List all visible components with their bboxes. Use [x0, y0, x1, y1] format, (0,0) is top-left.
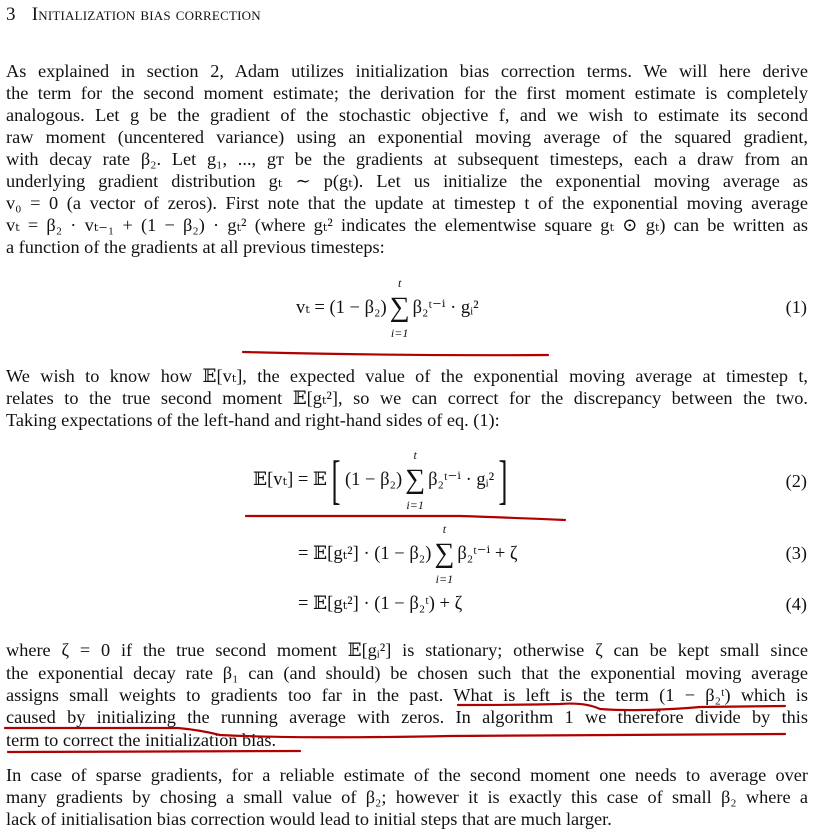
sum-symbol [405, 448, 425, 512]
text-line: a function of the gradients at all previous timesteps: [6, 237, 385, 257]
equation-number: (2) [785, 471, 807, 491]
eq-lhs: 𝔼[vₜ] = 𝔼 [253, 470, 328, 490]
text-line: many gradients by chosing a small value of β₂; however it is exactly this case of small β₂ where a [6, 787, 808, 807]
left-bracket-icon: [ [331, 450, 341, 510]
sum-lower: i=1 [406, 498, 424, 512]
eq-rhs: β₂ᵗ⁻ⁱ · gᵢ² [412, 298, 479, 318]
sum-lower: i=1 [435, 572, 454, 586]
sigma-icon: ∑ [405, 464, 426, 495]
underline-eq2 [246, 516, 565, 520]
equation-number: (4) [785, 594, 807, 614]
equation-3 [298, 522, 518, 586]
text-line: with decay rate β₂. Let g₁, ..., gᴛ be the gradients at subsequent timesteps, each a draw from an [6, 149, 808, 169]
equation-2 [253, 448, 512, 512]
text-line: We wish to know how 𝔼[vₜ], the expected value of the exponential moving average at timestep t, [6, 366, 808, 386]
text-line: Taking expectations of the left-hand and right-hand sides of eq. (1): [6, 410, 500, 430]
text-line: analogous. Let g be the gradient of the stochastic objective f, and we wish to estimate its second [6, 105, 808, 125]
eq-body: = 𝔼[gₜ²] · (1 − β₂ᵗ) + ζ [298, 594, 463, 614]
text-line: where ζ = 0 if the true second moment 𝔼[gᵢ²] is stationary; otherwise ζ can be kept small since [6, 640, 808, 660]
right-bracket-icon: ] [498, 450, 508, 510]
text-line: caused by initializing the running average with zeros. In algorithm 1 we therefore divide by this [6, 707, 808, 727]
section-title: Initialization bias correction [31, 4, 261, 25]
text-line: relates to the true second moment 𝔼[gₜ²], so we can correct for the discrepancy between the two. [6, 388, 808, 408]
text-line: As explained in section 2, Adam utilizes initialization bias correction terms. We will here derive [6, 61, 808, 81]
text-line: raw moment (uncentered variance) using an exponential moving average of the squared gradient, [6, 127, 808, 147]
underline-text-3 [8, 751, 300, 752]
equation-number: (1) [785, 297, 807, 317]
section-number: 3 [6, 4, 16, 25]
text-line: assigns small weights to gradients too far in the past. What is left is the term (1 − β₂ᵗ) which is [6, 685, 808, 705]
text-line: v₀ = 0 (a vector of zeros). First note that the update at timestep t of the exponential moving average [6, 193, 808, 213]
text-line: In case of sparse gradients, for a reliable estimate of the second moment one needs to average over [6, 765, 808, 785]
sum-upper: t [442, 522, 447, 536]
sum-upper: t [413, 448, 417, 462]
text-line: the exponential decay rate β₁ can (and should) be chosen such that the exponential moving average [6, 663, 808, 683]
underline-eq1 [243, 352, 548, 355]
sigma-icon: ∑ [434, 538, 455, 569]
equation-1 [296, 276, 479, 340]
eq-rhs: β₂ᵗ⁻ⁱ + ζ [457, 544, 518, 564]
text-line: vₜ = β₂ · vₜ₋₁ + (1 − β₂) · gₜ² (where gₜ² indicates the elementwise square gₜ ⊙ gₜ) can be written as [6, 215, 808, 235]
eq-lhs: vₜ = (1 − β₂) [296, 298, 387, 318]
sum-symbol [434, 522, 454, 586]
text-line: term to correct the initialization bias. [6, 730, 277, 750]
sum-lower: i=1 [390, 326, 409, 340]
text-line: underlying gradient distribution gₜ ∼ p(gₜ). Let us initialize the exponential moving average as [6, 171, 808, 191]
sum-upper: t [397, 276, 402, 290]
text-line: the term for the second moment estimate; the derivation for the first moment estimate is completely [6, 83, 808, 103]
eq-rhs: β₂ᵗ⁻ⁱ · gᵢ² [428, 470, 495, 490]
equation-number: (3) [785, 543, 807, 563]
sum-symbol [390, 276, 410, 340]
sigma-icon: ∑ [389, 292, 410, 323]
eq-lhs: = 𝔼[gₜ²] · (1 − β₂) [298, 544, 432, 564]
text-line: lack of initialisation bias correction would lead to initial steps that are much larger. [6, 809, 612, 829]
eq-inner: (1 − β₂) [345, 470, 403, 490]
section-heading [6, 4, 261, 26]
equation-4 [298, 592, 462, 616]
